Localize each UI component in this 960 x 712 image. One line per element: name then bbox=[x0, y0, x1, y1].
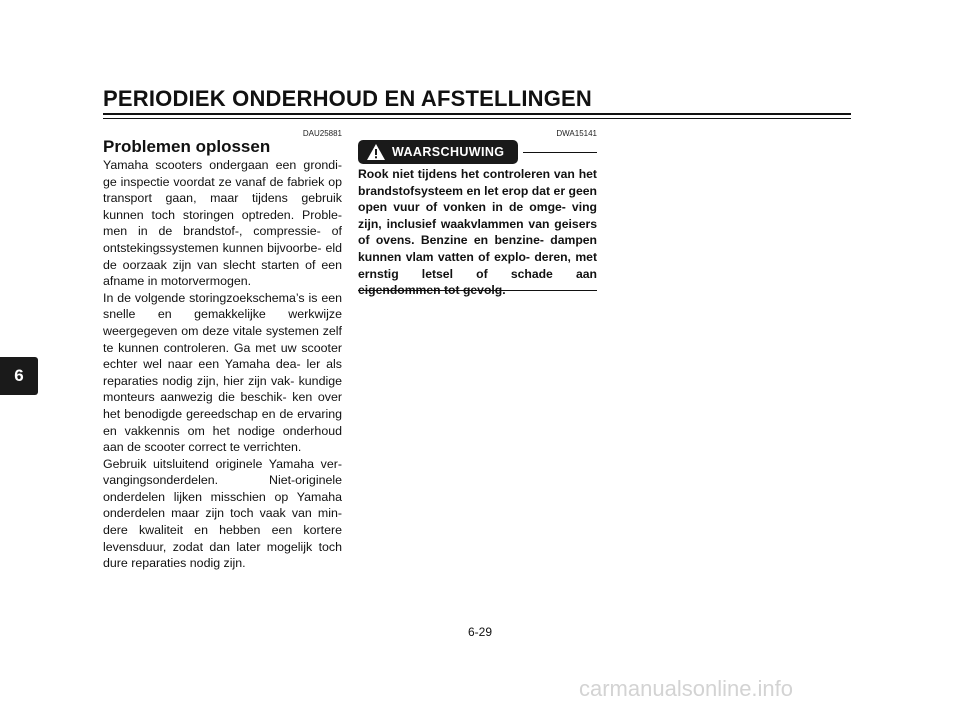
warning-code: DWA15141 bbox=[556, 129, 597, 138]
body-paragraph: In de volgende storingzoekschema’s is een snelle en gemakkelijke werkwijze weergegeven om deze vitale systemen zelf te kunnen controleren. Ga met uw scooter echter wel naar een Yamaha dea- ler als reparaties nodig zijn, hier zijn vak- kundige monteurs aanwezig die beschik- ken over het benodigde gereedschap en de ervaring en vakkennis om het nodige onderhoud aan de scooter correct te verrichten. bbox=[103, 290, 342, 455]
body-paragraph: Yamaha scooters ondergaan een grondi- ge inspectie voordat ze vanaf de fabriek op transport gaan, maar tijdens gebruik kunnen toch storingen optreden. Proble- men in de brandstof-, compressie- of ontstekingssystemen kunnen bijvoorbe- eld de oorzaak zijn van slecht starten of een afname in motorvermogen. bbox=[103, 158, 342, 289]
warning-label: WAARSCHUWING bbox=[392, 145, 505, 159]
warning-badge bbox=[358, 140, 518, 164]
warning-triangle-icon bbox=[366, 143, 386, 161]
warning-text: Rook niet tijdens het controleren van het brandstofsysteem en let erop dat er geen open vuur of vonken in de omge- ving zijn, inclusief waakvlammen van geisers of ovens. Benzine en benzine- dampen kunnen vlam vatten of explo- deren, met ernstig letsel of schade aan eigendommen tot gevolg. bbox=[358, 167, 597, 298]
watermark: carmanualsonline.info bbox=[579, 676, 794, 701]
header-rule-thin bbox=[103, 118, 851, 119]
header-rule bbox=[103, 113, 851, 115]
page-number: 6-29 bbox=[467, 625, 493, 639]
warning-rule-bottom bbox=[358, 290, 597, 291]
left-body-column bbox=[103, 157, 342, 572]
page-header-title: PERIODIEK ONDERHOUD EN AFSTELLINGEN bbox=[103, 86, 592, 111]
chapter-tab: 6 bbox=[0, 357, 38, 395]
section-code: DAU25881 bbox=[302, 129, 342, 138]
body-paragraph: Gebruik uitsluitend originele Yamaha ver- vangingsonderdelen. Niet-originele onderdelen lijken misschien op Yamaha onderdelen maar zijn toch vaak van min- dere kwaliteit en hebben een kortere levensduur, zodat dan later mogelijk toch dure reparaties nodig zijn. bbox=[103, 456, 342, 571]
section-title: Problemen oplossen bbox=[103, 137, 271, 156]
warning-rule-top bbox=[523, 152, 597, 153]
